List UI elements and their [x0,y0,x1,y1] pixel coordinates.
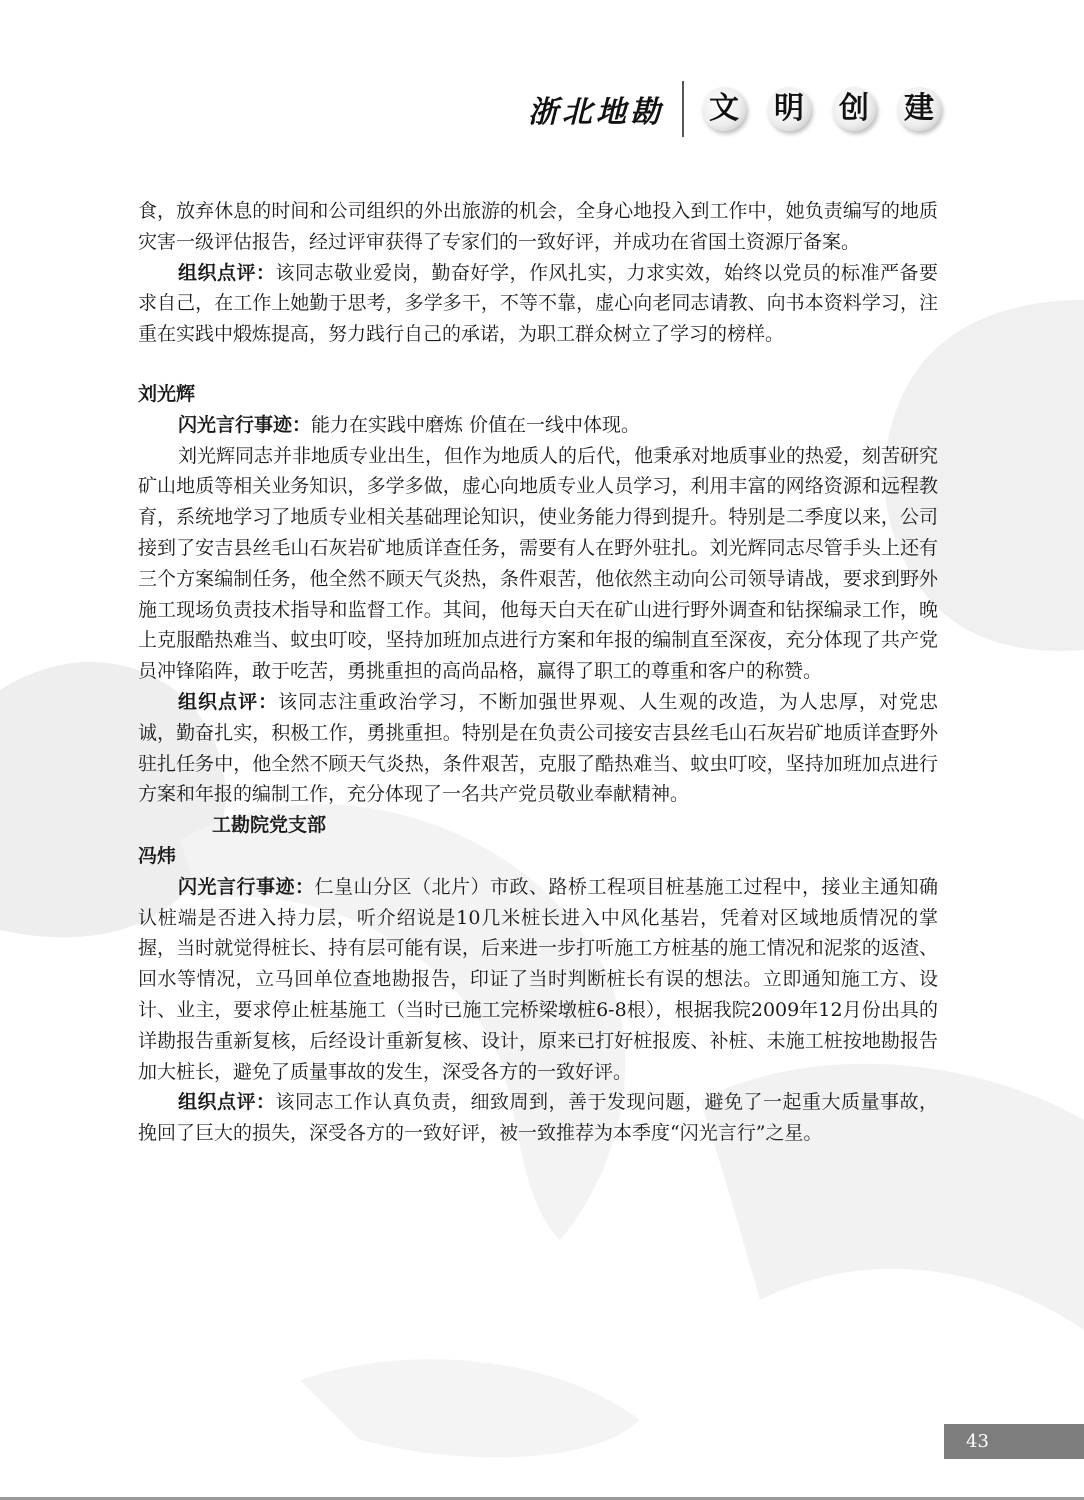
org-comment-label: 组织点评： [178,261,276,284]
deeds-label: 闪光言行事迹： [178,875,315,898]
section-char-1: 文 [702,87,746,131]
person-name-feng: 冯炜 [138,844,177,867]
org-comment-text: 该同志注重政治学习，不断加强世界观、人生观的改造，为人忠厚，对党忠诚，勤奋扎实，积极工作，勇挑重担。特别是在负责公司接安吉县丝毛山石灰岩矿地质详查野外驻扎任务中，他全然不顾天气炎热，条件艰苦，克服了酷热难当、蚊虫叮咬，坚持加班加点进行方案和年报的编制工作，充分体现了一名共产党员敬业奉献精神。 [138,690,938,806]
paragraph-continuation: 食，放弃休息的时间和公司组织的外出旅游的机会，全身心地投入到工作中，她负责编写的地质灾害一级评估报告，经过评审获得了专家们的一致好评，并成功在省国土资源厅备案。 [138,200,938,253]
page-number: 43 [944,1424,1084,1459]
article-body [138,196,938,1149]
page-header [528,78,962,140]
paragraph-org-comment-1 [138,258,938,350]
deeds-text: 能力在实践中磨炼 价值在一线中体现。 [311,413,641,436]
brand-title: 浙北地勘 [528,95,664,130]
section-char-4: 建 [897,87,941,131]
section-char-2: 明 [767,87,811,131]
deeds-label: 闪光言行事迹： [178,413,312,436]
paragraph-liu-story: 刘光辉同志并非地质专业出生，但作为地质人的后代，他秉承对地质事业的热爱，刻苦研究矿山地质等相关业务知识，多学多做，虚心向地质专业人员学习，利用丰富的网络资源和远程教育，系统地学习了地质专业相关基础理论知识，使业务能力得到提升。特别是二季度以来，公司接到了安吉县丝毛山石灰岩矿地质详查任务，需要有人在野外驻扎。刘光辉同志尽管手头上还有三个方案编制任务，他全然不顾天气炎热，条件艰苦，他依然主动向公司领导请战，要求到野外施工现场负责技术指导和监督工作。其间，他每天白天在矿山进行野外调查和钻探编录工作，晚上克服酷热难当、蚊虫叮咬，坚持加班加点进行方案和年报的编制直至深夜，充分体现了共产党员冲锋陷阵，敢于吃苦，勇挑重担的高尚品格，赢得了职工的尊重和客户的称赞。 [138,444,939,683]
org-comment-label: 组织点评： [178,1091,276,1114]
paragraph-deeds-1 [138,410,938,441]
org-comment-text: 该同志工作认真负责，细致周到，善于发现问题，避免了一起重大质量事故，挽回了巨大的损失，深受各方的一致好评，被一致推荐为本季度“闪光言行”之星。 [138,1091,938,1145]
section-char-3: 创 [832,87,876,131]
section-title: 工勘院党支部 [212,814,327,837]
person-name-liu: 刘光辉 [138,382,196,405]
paragraph-org-comment-2 [138,687,938,810]
header-divider [682,81,684,137]
brush-stroke-bottom [300,1359,640,1457]
paragraph-deeds-2 [138,872,938,1088]
org-comment-label: 组织点评： [178,690,279,713]
org-comment-text: 该同志敬业爱岗，勤奋好学，作风扎实，力求实效，始终以党员的标准严备要求自己，在工作上她勤于思考，多学多干，不等不靠，虚心向老同志请教、向书本资料学习，注重在实践中煅炼提高，努力践行自己的承诺，为职工群众树立了学习的榜样。 [138,261,938,346]
deeds-text: 仁皇山分区（北片）市政、路桥工程项目桩基施工过程中，接业主通知确认桩端是否进入持力层，听介绍说是10几米桩长进入中风化基岩，凭着对区域地质情况的掌握，当时就觉得桩长、持有层可能有误，后来进一步打听施工方桩基的施工情况和泥浆的返渣、回水等情况，立马回单位查地勘报告，印证了当时判断桩长有误的想法。立即通知施工方、设计、业主，要求停止桩基施工（当时已施工完桥梁墩桩6-8根），根据我院2009年12月份出具的详勘报告重新复核，后经设计重新复核、设计，原来已打好桩报废、补桩、未施工桩按地勘报告加大桩长，避免了质量事故的发生，深受各方的一致好评。 [138,875,938,1083]
paragraph-org-comment-3 [138,1087,938,1149]
